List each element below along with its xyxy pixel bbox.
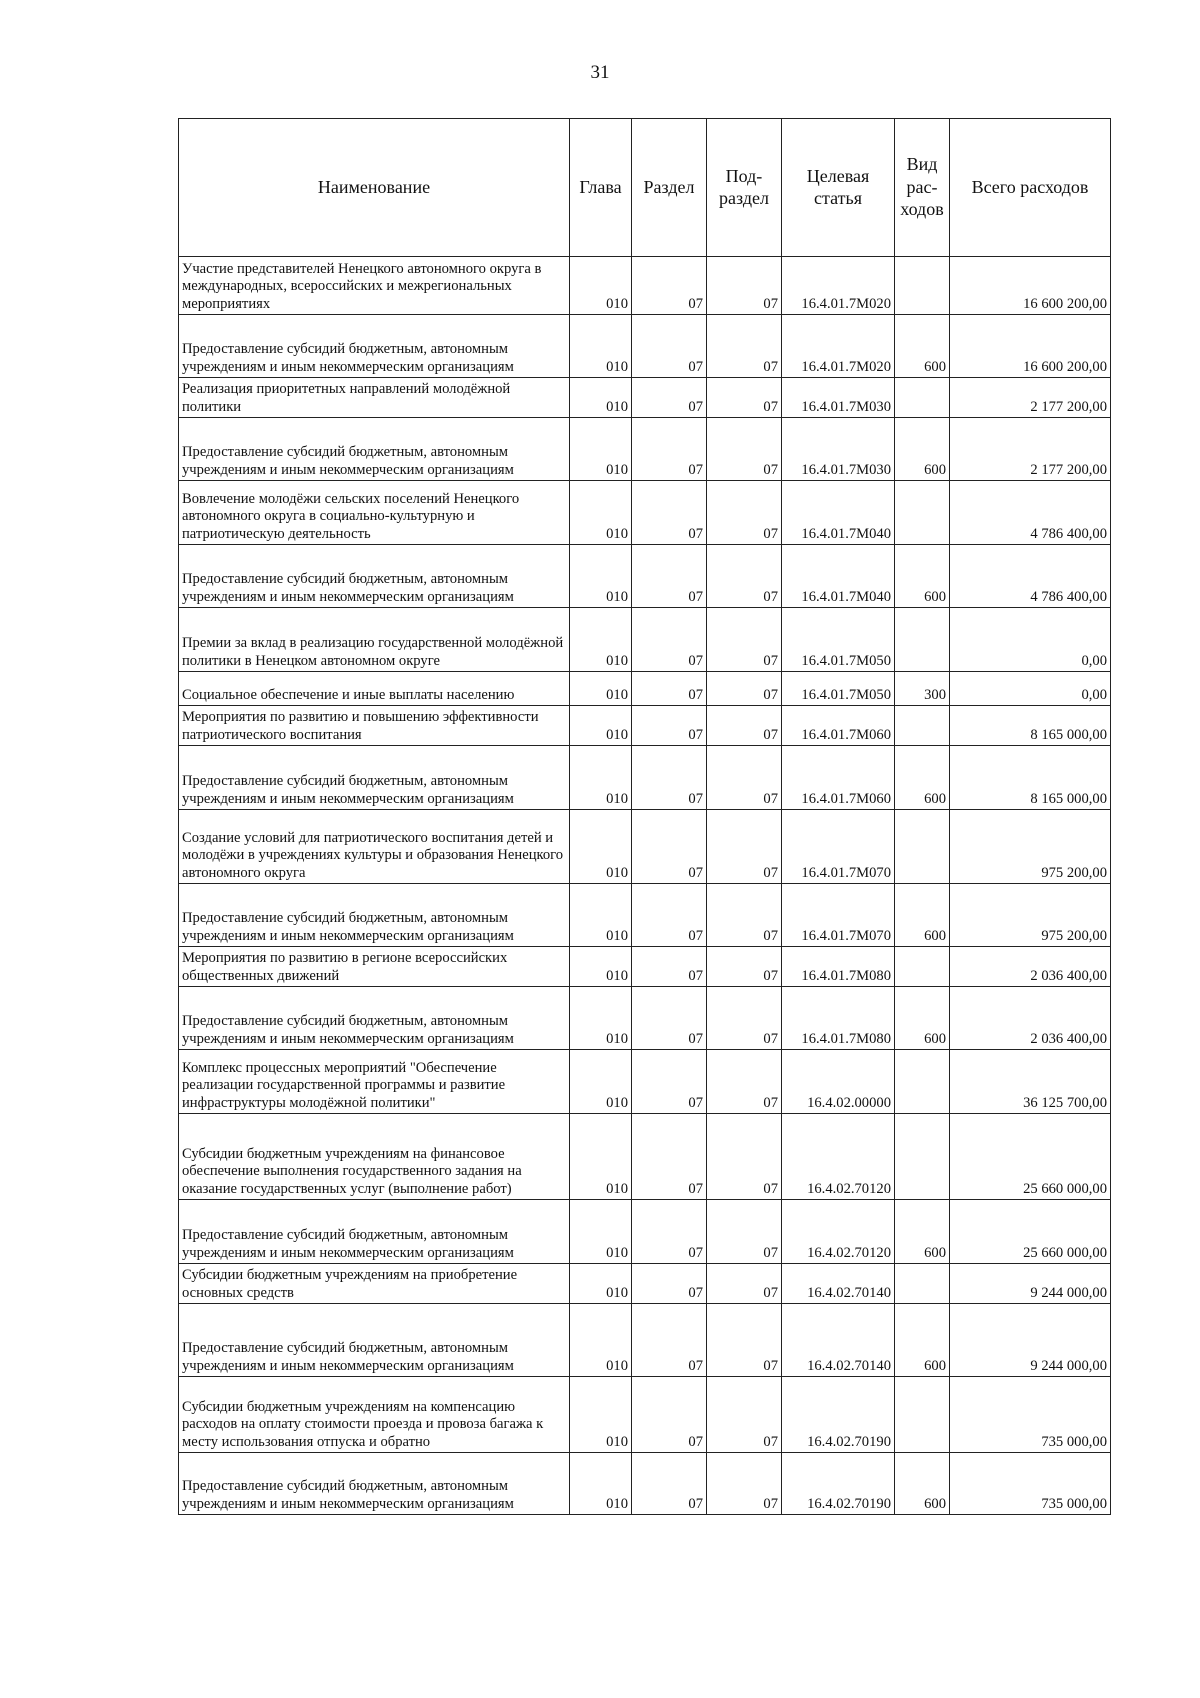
budget-table [178, 118, 1111, 1515]
table-row [179, 1453, 1111, 1515]
cell-kind: 600 [895, 418, 950, 481]
cell-kind [895, 257, 950, 315]
table-row [179, 672, 1111, 706]
cell-total: 8 165 000,00 [950, 746, 1111, 810]
cell-chapter: 010 [570, 884, 632, 947]
cell-name: Предоставление субсидий бюджетным, автономным учреждениям и иным некоммерческим организациям [179, 1304, 570, 1377]
cell-subsection: 07 [707, 987, 782, 1050]
cell-section: 07 [632, 1264, 707, 1304]
cell-subsection: 07 [707, 884, 782, 947]
table-row [179, 1304, 1111, 1377]
cell-name: Мероприятия по развитию в регионе всероссийских общественных движений [179, 947, 570, 987]
cell-target: 16.4.01.7М030 [782, 378, 895, 418]
cell-total: 4 786 400,00 [950, 481, 1111, 545]
cell-target: 16.4.01.7М050 [782, 608, 895, 672]
cell-kind: 300 [895, 672, 950, 706]
page-number: 31 [590, 62, 610, 83]
cell-section: 07 [632, 257, 707, 315]
cell-subsection: 07 [707, 257, 782, 315]
cell-kind [895, 947, 950, 987]
cell-subsection: 07 [707, 706, 782, 746]
cell-subsection: 07 [707, 608, 782, 672]
cell-chapter: 010 [570, 1453, 632, 1515]
table-row [179, 418, 1111, 481]
cell-target: 16.4.02.70120 [782, 1200, 895, 1264]
table-row [179, 545, 1111, 608]
cell-subsection: 07 [707, 746, 782, 810]
cell-kind: 600 [895, 315, 950, 378]
cell-name: Социальное обеспечение и иные выплаты населению [179, 672, 570, 706]
cell-name: Комплекс процессных мероприятий "Обеспечение реализации государственной программы и развитие инфраструктуры молодёжной политики" [179, 1050, 570, 1114]
cell-target: 16.4.01.7М080 [782, 947, 895, 987]
cell-subsection: 07 [707, 378, 782, 418]
cell-chapter: 010 [570, 746, 632, 810]
cell-total: 36 125 700,00 [950, 1050, 1111, 1114]
cell-target: 16.4.02.00000 [782, 1050, 895, 1114]
cell-chapter: 010 [570, 481, 632, 545]
cell-name: Предоставление субсидий бюджетным, автономным учреждениям и иным некоммерческим организациям [179, 746, 570, 810]
cell-section: 07 [632, 315, 707, 378]
cell-kind [895, 481, 950, 545]
cell-subsection: 07 [707, 1453, 782, 1515]
table-row [179, 1114, 1111, 1200]
cell-target: 16.4.02.70120 [782, 1114, 895, 1200]
cell-section: 07 [632, 608, 707, 672]
cell-subsection: 07 [707, 947, 782, 987]
cell-total: 4 786 400,00 [950, 545, 1111, 608]
cell-chapter: 010 [570, 608, 632, 672]
cell-chapter: 010 [570, 545, 632, 608]
cell-chapter: 010 [570, 672, 632, 706]
cell-chapter: 010 [570, 257, 632, 315]
cell-subsection: 07 [707, 672, 782, 706]
header-section: Раздел [632, 119, 707, 257]
cell-target: 16.4.01.7М020 [782, 315, 895, 378]
cell-name: Мероприятия по развитию и повышению эффективности патриотического воспитания [179, 706, 570, 746]
cell-total: 975 200,00 [950, 810, 1111, 884]
cell-chapter: 010 [570, 1377, 632, 1453]
cell-total: 25 660 000,00 [950, 1114, 1111, 1200]
cell-name: Субсидии бюджетным учреждениям на приобретение основных средств [179, 1264, 570, 1304]
cell-section: 07 [632, 1304, 707, 1377]
header-total: Всего расходов [950, 119, 1111, 257]
cell-total: 25 660 000,00 [950, 1200, 1111, 1264]
cell-total: 8 165 000,00 [950, 706, 1111, 746]
cell-name: Создание условий для патриотического воспитания детей и молодёжи в учреждениях культуры и образования Ненецкого автономного округа [179, 810, 570, 884]
cell-target: 16.4.01.7М060 [782, 706, 895, 746]
cell-total: 0,00 [950, 672, 1111, 706]
cell-kind [895, 1264, 950, 1304]
table-row [179, 987, 1111, 1050]
cell-name: Предоставление субсидий бюджетным, автономным учреждениям и иным некоммерческим организациям [179, 545, 570, 608]
cell-kind [895, 810, 950, 884]
cell-subsection: 07 [707, 1114, 782, 1200]
cell-section: 07 [632, 987, 707, 1050]
header-target: Целевая статья [782, 119, 895, 257]
cell-target: 16.4.01.7М050 [782, 672, 895, 706]
cell-chapter: 010 [570, 378, 632, 418]
cell-section: 07 [632, 1114, 707, 1200]
cell-subsection: 07 [707, 1377, 782, 1453]
cell-total: 2 036 400,00 [950, 987, 1111, 1050]
cell-subsection: 07 [707, 1264, 782, 1304]
cell-chapter: 010 [570, 1050, 632, 1114]
cell-total: 2 036 400,00 [950, 947, 1111, 987]
table-row [179, 257, 1111, 315]
table-row [179, 810, 1111, 884]
cell-section: 07 [632, 1050, 707, 1114]
cell-target: 16.4.01.7М020 [782, 257, 895, 315]
cell-section: 07 [632, 672, 707, 706]
table-row [179, 746, 1111, 810]
cell-subsection: 07 [707, 315, 782, 378]
cell-target: 16.4.01.7М080 [782, 987, 895, 1050]
cell-subsection: 07 [707, 418, 782, 481]
cell-chapter: 010 [570, 1264, 632, 1304]
table-row [179, 706, 1111, 746]
cell-section: 07 [632, 378, 707, 418]
cell-kind [895, 1377, 950, 1453]
cell-total: 2 177 200,00 [950, 378, 1111, 418]
cell-name: Участие представителей Ненецкого автономного округа в международных, всероссийских и межрегиональных мероприятиях [179, 257, 570, 315]
table-row [179, 608, 1111, 672]
cell-section: 07 [632, 481, 707, 545]
cell-subsection: 07 [707, 481, 782, 545]
cell-subsection: 07 [707, 1200, 782, 1264]
cell-name: Предоставление субсидий бюджетным, автономным учреждениям и иным некоммерческим организациям [179, 884, 570, 947]
table-header-row [179, 119, 1111, 257]
cell-section: 07 [632, 1377, 707, 1453]
cell-kind [895, 706, 950, 746]
header-kind: Вид рас-ходов [895, 119, 950, 257]
cell-section: 07 [632, 706, 707, 746]
cell-total: 735 000,00 [950, 1453, 1111, 1515]
cell-section: 07 [632, 418, 707, 481]
table-row [179, 884, 1111, 947]
cell-target: 16.4.02.70190 [782, 1453, 895, 1515]
cell-name: Субсидии бюджетным учреждениям на компенсацию расходов на оплату стоимости проезда и провоза багажа к месту использования отпуска и обратно [179, 1377, 570, 1453]
cell-subsection: 07 [707, 1304, 782, 1377]
table-body [179, 257, 1111, 1515]
cell-name: Предоставление субсидий бюджетным, автономным учреждениям и иным некоммерческим организациям [179, 418, 570, 481]
table-row [179, 1377, 1111, 1453]
cell-kind: 600 [895, 1453, 950, 1515]
cell-kind: 600 [895, 1304, 950, 1377]
cell-name: Вовлечение молодёжи сельских поселений Ненецкого автономного округа в социально-культурную и патриотическую деятельность [179, 481, 570, 545]
cell-total: 16 600 200,00 [950, 257, 1111, 315]
cell-name: Субсидии бюджетным учреждениям на финансовое обеспечение выполнения государственного задания на оказание государственных услуг (выполнение работ) [179, 1114, 570, 1200]
cell-total: 975 200,00 [950, 884, 1111, 947]
cell-chapter: 010 [570, 706, 632, 746]
cell-target: 16.4.01.7М030 [782, 418, 895, 481]
table-row [179, 315, 1111, 378]
cell-kind: 600 [895, 746, 950, 810]
cell-subsection: 07 [707, 810, 782, 884]
header-name: Наименование [179, 119, 570, 257]
cell-chapter: 010 [570, 418, 632, 481]
cell-name: Предоставление субсидий бюджетным, автономным учреждениям и иным некоммерческим организациям [179, 987, 570, 1050]
cell-section: 07 [632, 884, 707, 947]
cell-target: 16.4.01.7М070 [782, 884, 895, 947]
cell-chapter: 010 [570, 810, 632, 884]
cell-kind [895, 608, 950, 672]
header-subsection: Под-раздел [707, 119, 782, 257]
cell-kind: 600 [895, 884, 950, 947]
table-row [179, 947, 1111, 987]
cell-name: Премии за вклад в реализацию государственной молодёжной политики в Ненецком автономном округе [179, 608, 570, 672]
table-row [179, 1200, 1111, 1264]
cell-target: 16.4.02.70140 [782, 1264, 895, 1304]
cell-kind: 600 [895, 987, 950, 1050]
cell-section: 07 [632, 1200, 707, 1264]
cell-kind: 600 [895, 545, 950, 608]
cell-target: 16.4.01.7М060 [782, 746, 895, 810]
cell-total: 16 600 200,00 [950, 315, 1111, 378]
cell-chapter: 010 [570, 947, 632, 987]
cell-target: 16.4.01.7М040 [782, 481, 895, 545]
cell-chapter: 010 [570, 1304, 632, 1377]
cell-section: 07 [632, 746, 707, 810]
cell-target: 16.4.01.7М040 [782, 545, 895, 608]
cell-section: 07 [632, 545, 707, 608]
cell-subsection: 07 [707, 1050, 782, 1114]
cell-total: 2 177 200,00 [950, 418, 1111, 481]
cell-kind: 600 [895, 1200, 950, 1264]
cell-section: 07 [632, 947, 707, 987]
cell-chapter: 010 [570, 987, 632, 1050]
cell-target: 16.4.02.70190 [782, 1377, 895, 1453]
header-chapter: Глава [570, 119, 632, 257]
table-row [179, 481, 1111, 545]
cell-name: Предоставление субсидий бюджетным, автономным учреждениям и иным некоммерческим организациям [179, 315, 570, 378]
cell-total: 0,00 [950, 608, 1111, 672]
table-row [179, 378, 1111, 418]
cell-chapter: 010 [570, 315, 632, 378]
cell-target: 16.4.02.70140 [782, 1304, 895, 1377]
cell-name: Предоставление субсидий бюджетным, автономным учреждениям и иным некоммерческим организациям [179, 1453, 570, 1515]
cell-chapter: 010 [570, 1114, 632, 1200]
cell-name: Предоставление субсидий бюджетным, автономным учреждениям и иным некоммерческим организациям [179, 1200, 570, 1264]
cell-total: 9 244 000,00 [950, 1264, 1111, 1304]
cell-chapter: 010 [570, 1200, 632, 1264]
cell-section: 07 [632, 1453, 707, 1515]
cell-kind [895, 1050, 950, 1114]
cell-section: 07 [632, 810, 707, 884]
cell-total: 735 000,00 [950, 1377, 1111, 1453]
cell-kind [895, 1114, 950, 1200]
cell-subsection: 07 [707, 545, 782, 608]
cell-name: Реализация приоритетных направлений молодёжной политики [179, 378, 570, 418]
cell-total: 9 244 000,00 [950, 1304, 1111, 1377]
cell-kind [895, 378, 950, 418]
cell-target: 16.4.01.7М070 [782, 810, 895, 884]
table-row [179, 1050, 1111, 1114]
table-row [179, 1264, 1111, 1304]
